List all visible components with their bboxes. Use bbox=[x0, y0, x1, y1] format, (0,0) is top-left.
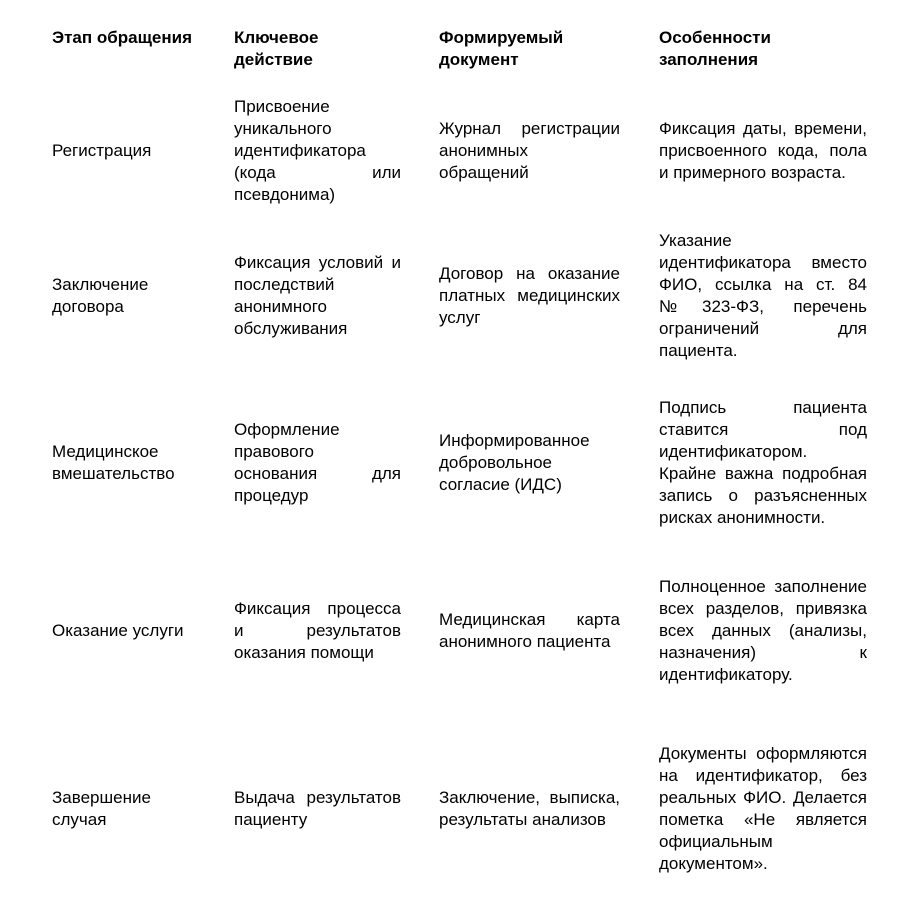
document-text: Медицинская карта анонимного пациента bbox=[439, 610, 620, 651]
cell-document bbox=[439, 564, 620, 698]
table-row bbox=[0, 229, 906, 363]
notes-text: Фиксация даты, времени, присвоенного кода, пола и примерного возраста. bbox=[659, 119, 867, 182]
table-header-row bbox=[0, 27, 906, 73]
notes-text: Подпись пациента ставится под идентификатором. Крайне важна подробная запись о разъясненных рисках анонимности. bbox=[659, 398, 867, 527]
notes-text: Документы оформляются на идентификатор, без реальных ФИО. Делается пометка «Не является официальным документом». bbox=[659, 744, 867, 873]
action-text: Присвоение уникального идентификатора (кода или псевдонима) bbox=[234, 97, 401, 204]
table-row bbox=[0, 720, 906, 898]
stage-text: Регистрация bbox=[52, 141, 152, 160]
cell-document bbox=[439, 95, 620, 207]
cell-action bbox=[234, 564, 401, 698]
cell-notes bbox=[659, 720, 867, 898]
action-text: Фиксация условий и последствий анонимного обслуживания bbox=[234, 253, 401, 338]
stage-text: Заключение договора bbox=[52, 275, 149, 316]
cell-notes bbox=[659, 229, 867, 363]
header-cell-action bbox=[234, 27, 401, 73]
cell-notes bbox=[659, 95, 867, 207]
cell-document bbox=[439, 229, 620, 363]
cell-stage bbox=[52, 229, 202, 363]
cell-stage bbox=[52, 385, 202, 541]
notes-text: Полноценное заполнение всех разделов, привязка всех данных (анализы, назначения) к идентификатору. bbox=[659, 577, 867, 684]
cell-notes bbox=[659, 564, 867, 698]
document-text: Журнал регистрации анонимных обращений bbox=[439, 119, 620, 182]
table-row bbox=[0, 564, 906, 698]
document-text: Информированное добровольное согласие (ИДС) bbox=[439, 431, 590, 494]
cell-stage bbox=[52, 564, 202, 698]
header-cell-notes bbox=[659, 27, 867, 73]
cell-notes bbox=[659, 385, 867, 541]
notes-text: Указание идентификатора вместо ФИО, ссылка на ст. 84 №323-ФЗ, перечень ограничений для пациента. bbox=[659, 231, 867, 360]
cell-stage bbox=[52, 720, 202, 898]
header-cell-stage bbox=[52, 27, 202, 73]
cell-action bbox=[234, 95, 401, 207]
header-notes-label: Особенности заполнения bbox=[659, 28, 771, 69]
header-stage-label: Этап обращения bbox=[52, 28, 193, 47]
header-document-label: Формируемый документ bbox=[439, 28, 564, 69]
document-text: Заключение, выписка, результаты анализов bbox=[439, 788, 620, 829]
stage-text: Завершение случая bbox=[52, 788, 151, 829]
cell-action bbox=[234, 720, 401, 898]
cell-document bbox=[439, 720, 620, 898]
cell-action bbox=[234, 229, 401, 363]
header-action-label: Ключевое действие bbox=[234, 28, 319, 69]
cell-document bbox=[439, 385, 620, 541]
document-text: Договор на оказание платных медицинских услуг bbox=[439, 264, 620, 327]
header-cell-document bbox=[439, 27, 620, 73]
stage-text: Медицинское вмешательство bbox=[52, 442, 175, 483]
stage-text: Оказание услуги bbox=[52, 621, 184, 640]
cell-action bbox=[234, 385, 401, 541]
action-text: Оформление правового основания для процедур bbox=[234, 420, 401, 505]
action-text: Выдача результатов пациенту bbox=[234, 788, 401, 829]
action-text: Фиксация процесса и результатов оказания помощи bbox=[234, 599, 401, 662]
cell-stage bbox=[52, 95, 202, 207]
table-row bbox=[0, 95, 906, 207]
table-row bbox=[0, 385, 906, 541]
